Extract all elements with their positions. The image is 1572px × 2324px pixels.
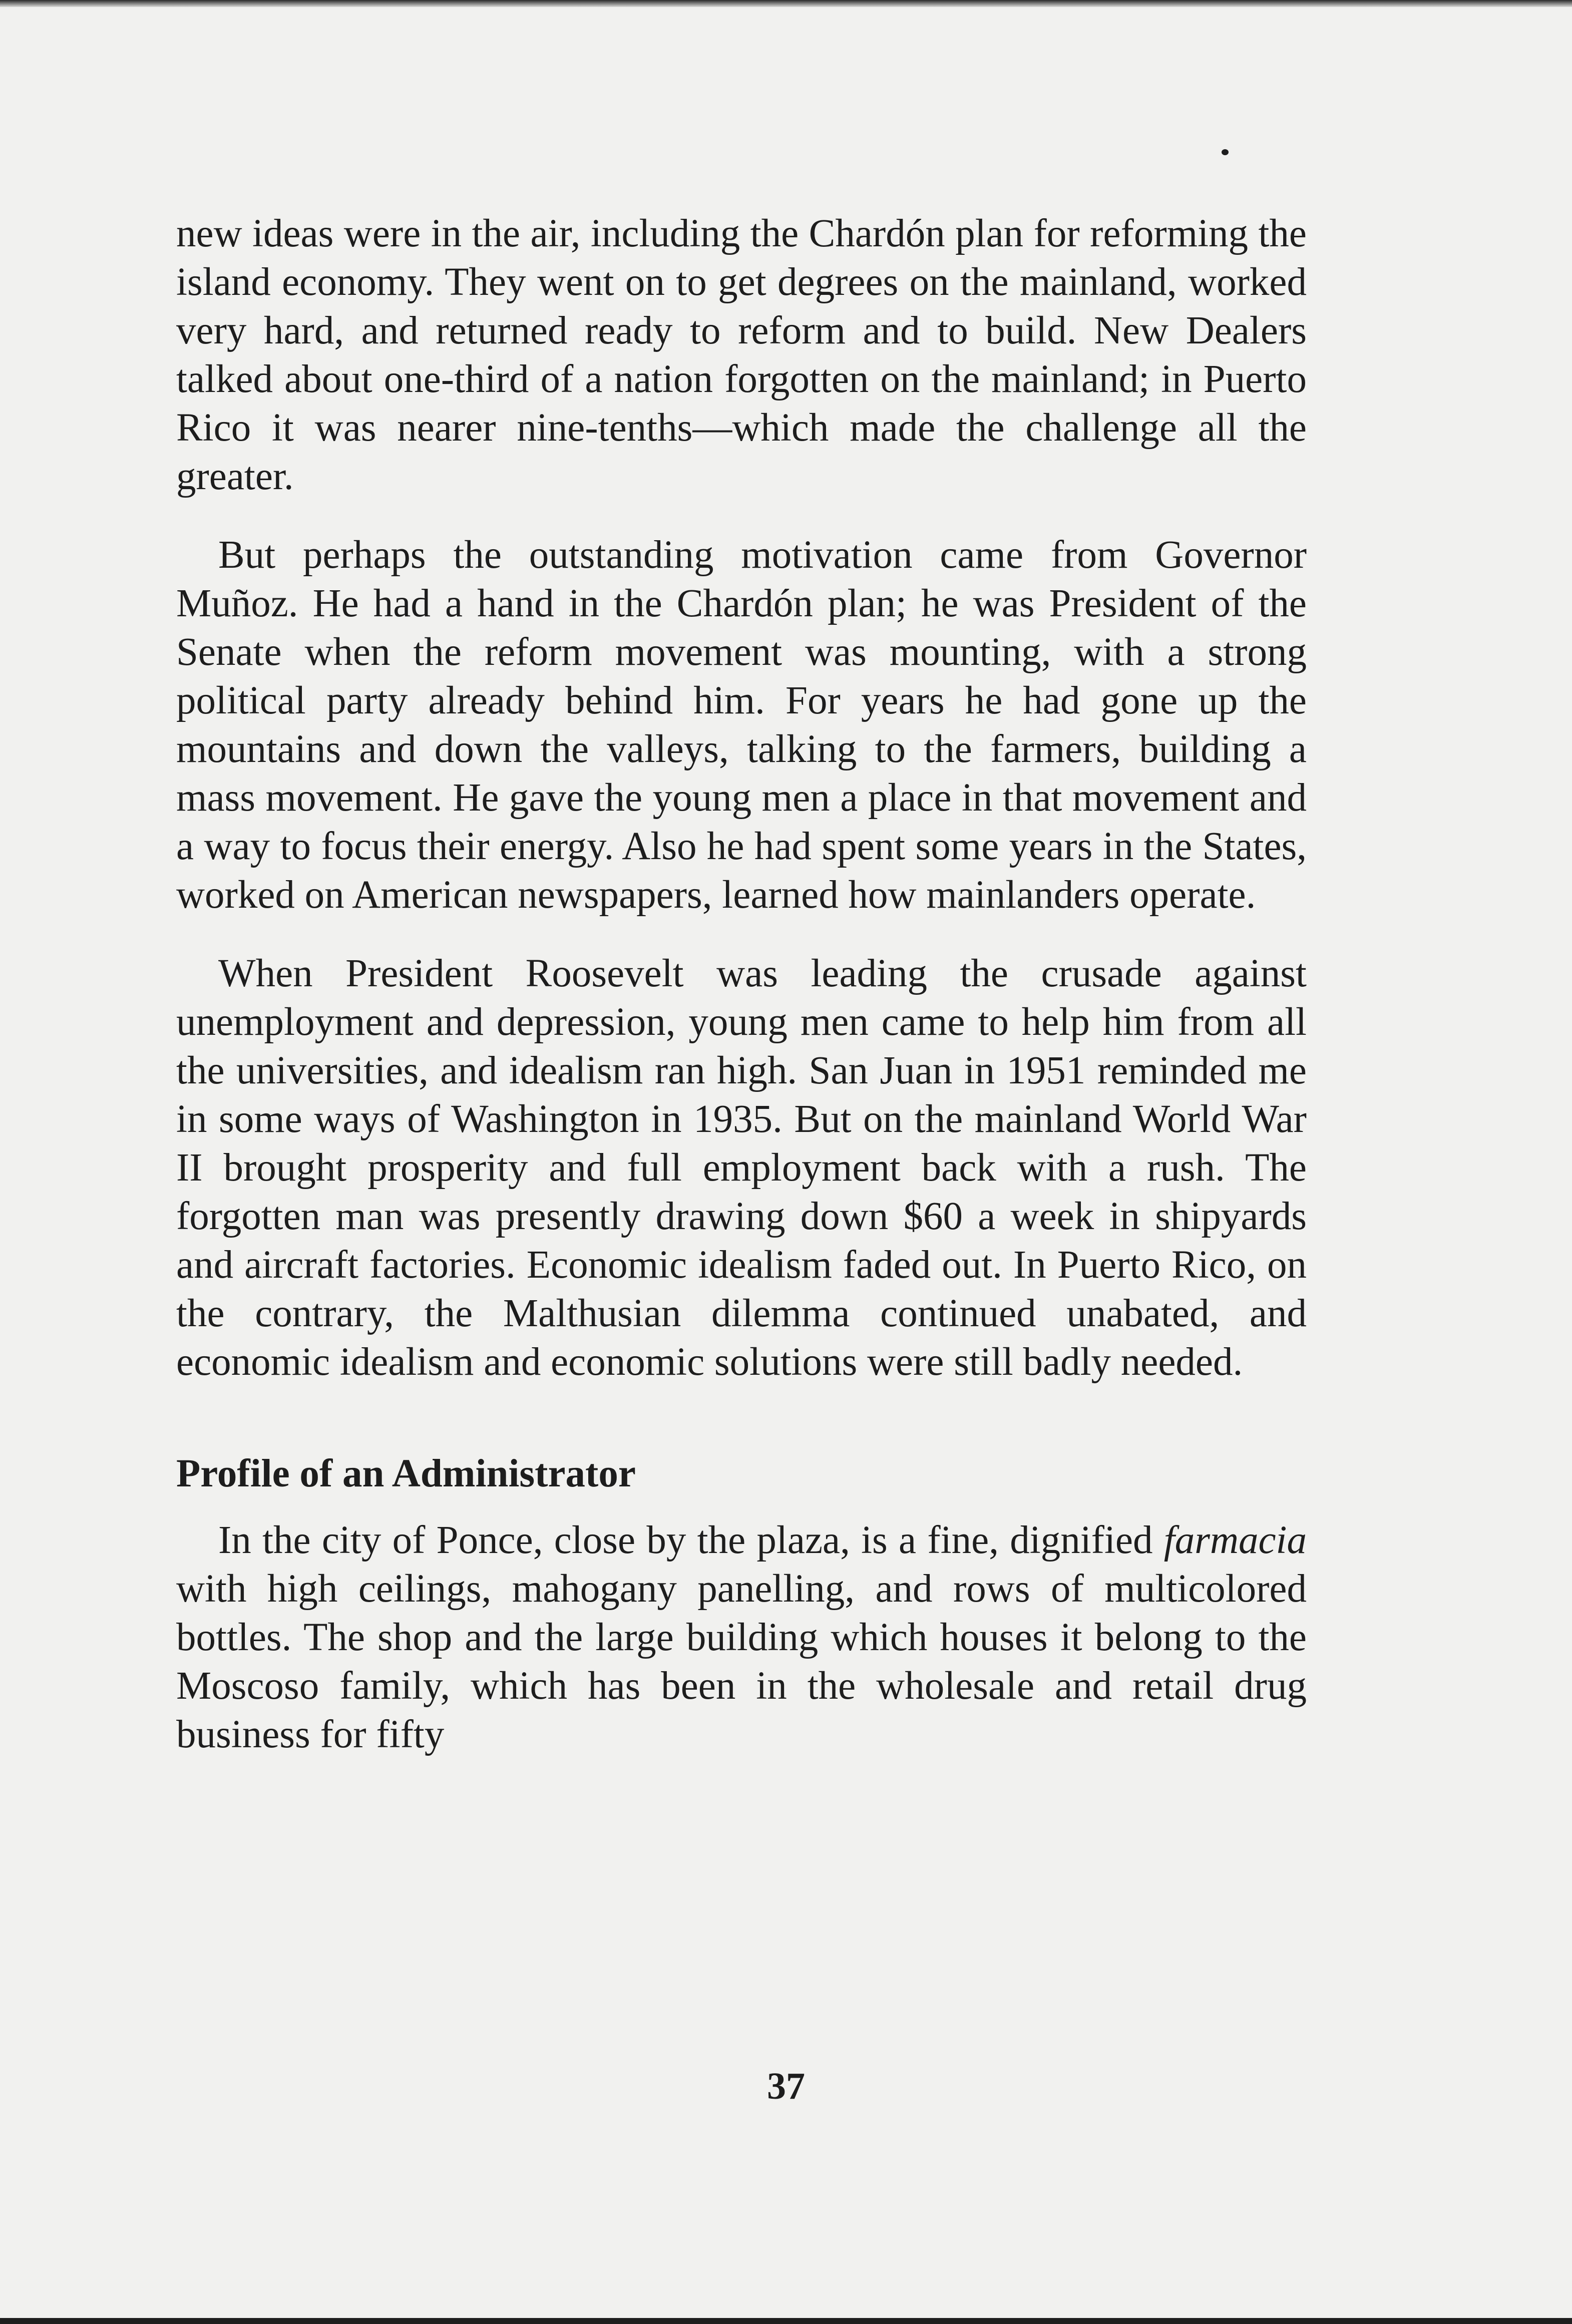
ink-speck	[1222, 149, 1229, 155]
page-bottom-edge	[0, 2318, 1572, 2324]
page-top-edge-shadow	[0, 0, 1572, 7]
section-heading: Profile of an Administrator	[176, 1452, 636, 1495]
paragraph-lead-text: In the city of Ponce, close by the plaza, is a fine, dignified	[218, 1518, 1153, 1562]
paragraph-munoz-motivation: But perhaps the outstanding motivation came from Governor Muñoz. He had a hand in the Chardón plan; he was President of the Senate when the reform movement was mounting, with a strong political party already behind him. For years he had gone up the mountains and down the valleys, talking to the farmers, building a mass movement. He gave the young men a place in that movement and a way to focus their energy. Also he had spent some years in the States, worked on American newspapers, learned how mainlanders operate.	[176, 533, 1307, 917]
paragraph-continued: new ideas were in the air, including the Chardón plan for reforming the island economy. They went on to get degrees on the mainland, worked very hard, and returned ready to reform and to build. New Dealers talked about one-third of a nation forgotten on the mainland; in Puerto Rico it was nearer nine-tenths—which made the challenge all the greater.	[176, 212, 1307, 498]
page-number: 37	[767, 2065, 805, 2107]
paragraph-roosevelt-comparison: When President Roosevelt was leading the crusade against unemployment and depression, young men came to help him from all the universities, and idealism ran high. San Juan in 1951 reminded me in some ways of Washington in 1935. But on the mainland World War II brought prosperity and full employment back with a rush. The forgotten man was presently drawing down $60 a week in shipyards and aircraft factories. Economic idealism faded out. In Puerto Rico, on the contrary, the Malthusian dilemma continued unabated, and economic idealism and economic solutions were still badly needed.	[176, 952, 1307, 1384]
italic-term-farmacia: farmacia	[1163, 1518, 1307, 1562]
page-body	[176, 209, 1307, 1759]
paragraph-rest-text: with high ceilings, mahogany panelling, and rows of multicolored bottles. The shop and the large building which houses it belong to the Moscoso family, which has been in the wholesale and retail drug business for fifty	[176, 1567, 1307, 1756]
paragraph-ponce-farmacia	[176, 1516, 1307, 1759]
